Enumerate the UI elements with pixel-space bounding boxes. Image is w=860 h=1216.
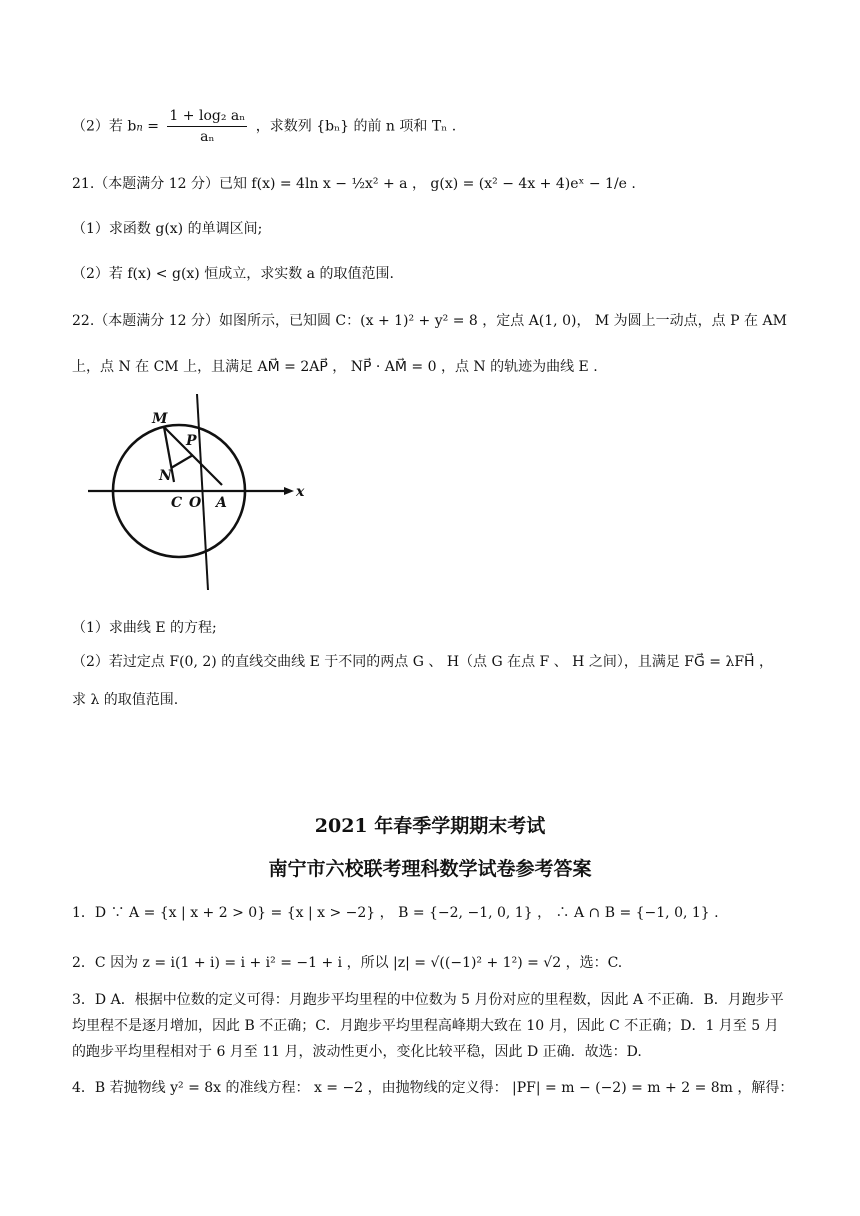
label-o: O	[189, 495, 202, 511]
q20-fraction-numerator: 1 + log₂ aₙ	[167, 106, 247, 127]
label-n: N	[159, 468, 172, 484]
answer-title-2: 南宁市六校联考理科数学试卷参考答案	[268, 858, 592, 880]
label-a: A	[216, 495, 227, 511]
label-m: M	[152, 411, 168, 427]
q20-part2: （2）若 bn = $\frac{\text{1 + log₂ aₙ}}{\text{aₙ}}$ ，求数列 {bₙ} 的前 n 项和 Tₙ .	[72, 108, 457, 145]
answer-4: 4．B 若抛物线 y² = 8x 的准线方程： x = −2 ，由抛物线的定义得： |PF| = m − (−2) = m + 2 = 8m ，解得：	[72, 1080, 794, 1096]
q20-fraction-denominator: aₙ	[200, 129, 215, 145]
segment-np	[171, 455, 193, 468]
q21-part2: （2）若 f(x) < g(x) 恒成立，求实数 a 的取值范围.	[72, 266, 394, 282]
q22-statement: 22.（本题满分 12 分）如图所示，已知圆 C：(x + 1)² + y² = 8 ，定点 A(1, 0)， M 为圆上一动点，点 P 在 AM	[72, 313, 787, 329]
q22-part1: （1）求曲线 E 的方程;	[72, 620, 217, 636]
label-c: C	[171, 495, 183, 511]
q20-part2-lead: （2）若 b	[72, 118, 137, 135]
q21-part1: （1）求函数 g(x) 的单调区间;	[72, 221, 263, 237]
q21-statement: 21.（本题满分 12 分）已知 f(x) = 4ln x − ½x² + a ， g(x) = (x² − 4x + 4)eˣ − 1/e .	[72, 176, 636, 192]
q22-statement-cont: 上，点 N 在 CM 上，且满足 AM⃗ = 2AP⃗ ， NP⃗ · AM⃗ = 0 ，点 N 的轨迹为曲线 E .	[72, 359, 598, 375]
answer-3: 3．D A．根据中位数的定义可得：月跑步平均里程的中位数为 5 月份对应的里程数，因此 A 不正确．B．月跑步平均里程不是逐月增加，因此 B 不正确；C．月跑步平均里程高峰期大致在 10 月，因此 C 不正确；D．1 月至 5 月的跑步平均里程相对于 6 月至 11 月，波动性更小，变化比较平稳，因此 D 正确．故选：D.	[72, 992, 784, 1060]
answer-title-1: 2021 年春季学期期末考试	[314, 815, 546, 837]
q22-part2: （2）若过定点 F(0, 2) 的直线交曲线 E 于不同的两点 G 、 H（点 G 在点 F 、 H 之间），且满足 FG⃗ = λFH⃗ ，	[72, 654, 774, 670]
circle-figure	[82, 392, 312, 594]
answer-1: 1．D ∵ A = {x | x + 2 > 0} = {x | x > −2} ， B = {−2, −1, 0, 1} ， ∴ A ∩ B = {−1, 0, 1} .	[72, 905, 719, 921]
q20-fraction	[167, 106, 247, 147]
answer-2: 2．C 因为 z = i(1 + i) = i + i² = −1 + i ，所以 |z| = √((−1)² + 1²) = √2 ，选：C.	[72, 955, 623, 971]
label-x: x	[296, 484, 305, 500]
label-p: P	[186, 433, 197, 449]
q20-part2-tail: ，求数列 {bₙ} 的前 n 项和 Tₙ .	[255, 118, 457, 135]
q22-part2-cont: 求 λ 的取值范围.	[72, 692, 179, 708]
x-axis-arrow	[284, 487, 294, 495]
